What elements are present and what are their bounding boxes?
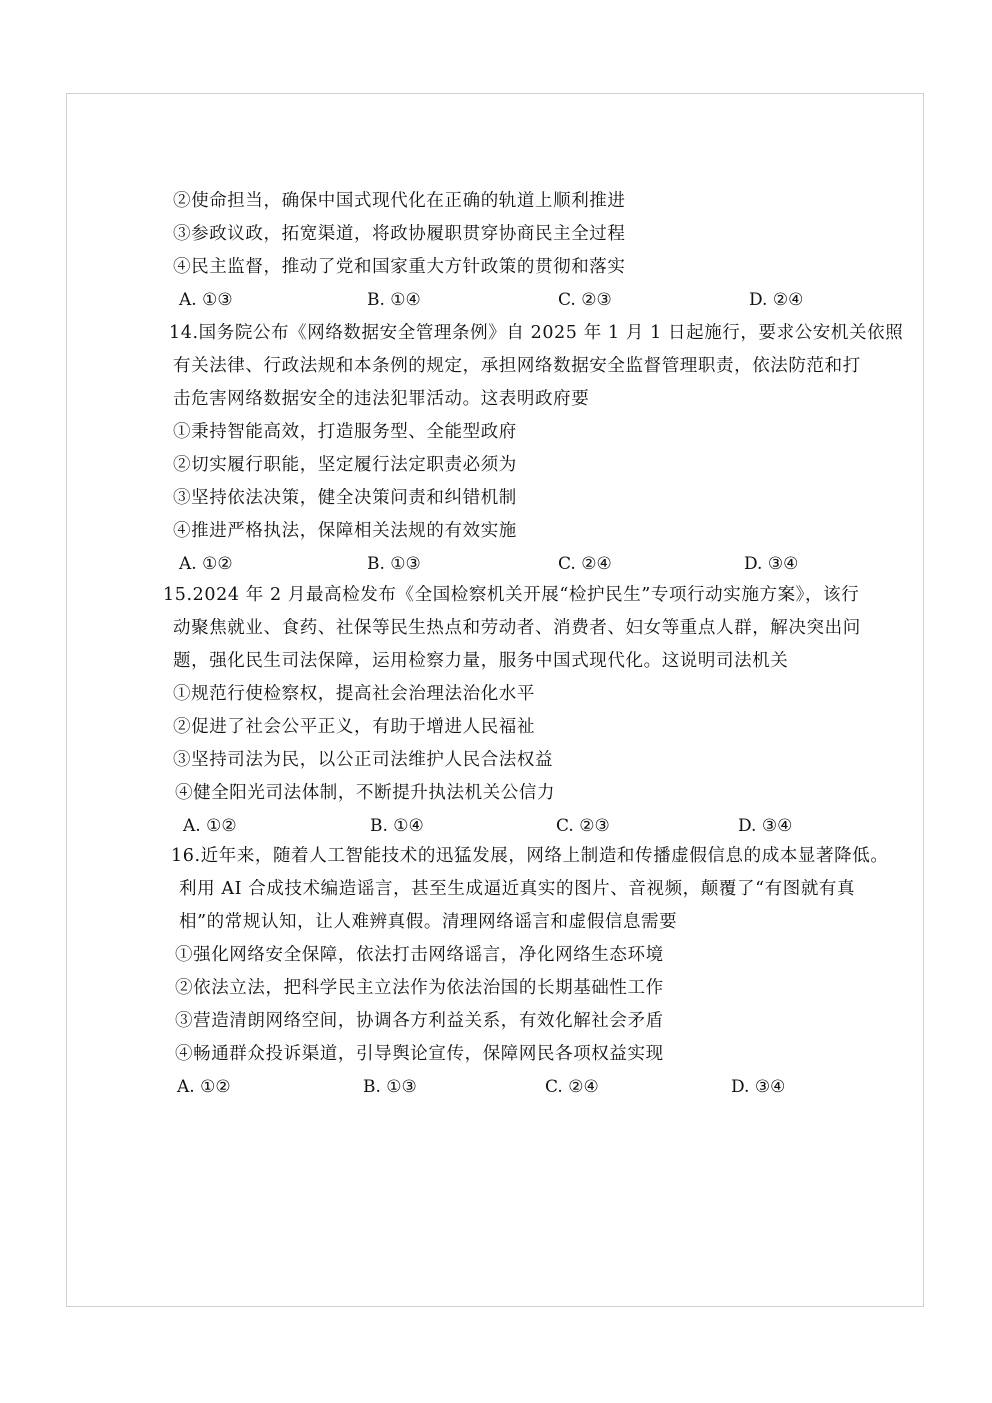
q15-stem-line-1: 15.2024 年 2 月最高检发布《全国检察机关开展“检护民生”专项行动实施方案》，该行 bbox=[163, 585, 860, 605]
q15-option-c: C. ②③ bbox=[556, 816, 610, 836]
exam-page bbox=[66, 93, 924, 1307]
q15-option-d: D. ③④ bbox=[738, 816, 793, 836]
q14-stem-line-3: 击危害网络数据安全的违法犯罪活动。这表明政府要 bbox=[173, 389, 590, 409]
q16-option-a: A. ①② bbox=[177, 1077, 231, 1097]
q14-statement-2: ②切实履行职能，坚定履行法定职责必须为 bbox=[173, 455, 517, 475]
q15-statement-3: ③坚持司法为民，以公正司法维护人民合法权益 bbox=[173, 750, 554, 770]
q16-statement-2: ②依法立法，把科学民主立法作为依法治国的长期基础性工作 bbox=[175, 978, 664, 998]
q13-option-d: D. ②④ bbox=[749, 290, 804, 310]
q15-option-a: A. ①② bbox=[183, 816, 237, 836]
q15-option-b: B. ①④ bbox=[370, 816, 424, 836]
q13-option-c: C. ②③ bbox=[558, 290, 612, 310]
q15-statement-2: ②促进了社会公平正义，有助于增进人民福祉 bbox=[173, 717, 535, 737]
q16-option-d: D. ③④ bbox=[731, 1077, 786, 1097]
q16-stem-line-3: 相”的常规认知，让人难辨真假。清理网络谣言和虚假信息需要 bbox=[179, 912, 678, 932]
q16-stem-line-1: 16.近年来，随着人工智能技术的迅猛发展，网络上制造和传播虚假信息的成本显著降低。 bbox=[171, 846, 889, 866]
q16-option-b: B. ①③ bbox=[363, 1077, 417, 1097]
q14-statement-1: ①秉持智能高效，打造服务型、全能型政府 bbox=[173, 422, 517, 442]
page-content bbox=[67, 94, 923, 1306]
q16-statement-3: ③营造清朗网络空间，协调各方利益关系，有效化解社会矛盾 bbox=[175, 1011, 664, 1031]
q16-statement-4: ④畅通群众投诉渠道，引导舆论宣传，保障网民各项权益实现 bbox=[175, 1044, 664, 1064]
q14-option-c: C. ②④ bbox=[558, 554, 612, 574]
q14-option-d: D. ③④ bbox=[744, 554, 799, 574]
q13-option-a: A. ①③ bbox=[179, 290, 233, 310]
q14-option-a: A. ①② bbox=[179, 554, 233, 574]
q13-statement-4: ④民主监督，推动了党和国家重大方针政策的贯彻和落实 bbox=[173, 257, 626, 277]
q15-statement-1: ①规范行使检察权，提高社会治理法治化水平 bbox=[173, 684, 535, 704]
q16-statement-1: ①强化网络安全保障，依法打击网络谣言，净化网络生态环境 bbox=[175, 945, 664, 965]
q14-statement-4: ④推进严格执法，保障相关法规的有效实施 bbox=[173, 521, 517, 541]
q14-stem-line-2: 有关法律、行政法规和本条例的规定，承担网络数据安全监督管理职责，依法防范和打 bbox=[173, 356, 861, 376]
q14-stem-line-1: 14.国务院公布《网络数据安全管理条例》自 2025 年 1 月 1 日起施行，要求公安机关依照 bbox=[169, 323, 904, 343]
q15-stem-line-2: 动聚焦就业、食药、社保等民生热点和劳动者、消费者、妇女等重点人群，解决突出问 bbox=[173, 618, 861, 638]
q13-option-b: B. ①④ bbox=[367, 290, 421, 310]
q15-statement-4: ④健全阳光司法体制，不断提升执法机关公信力 bbox=[175, 783, 556, 803]
q16-stem-line-2: 利用 AI 合成技术编造谣言，甚至生成逼近真实的图片、音视频，颠覆了“有图就有真 bbox=[179, 879, 856, 899]
q13-statement-2: ②使命担当，确保中国式现代化在正确的轨道上顺利推进 bbox=[173, 191, 626, 211]
q13-statement-3: ③参政议政，拓宽渠道，将政协履职贯穿协商民主全过程 bbox=[173, 224, 626, 244]
q16-option-c: C. ②④ bbox=[545, 1077, 599, 1097]
q15-stem-line-3: 题，强化民生司法保障，运用检察力量，服务中国式现代化。这说明司法机关 bbox=[173, 651, 789, 671]
q14-statement-3: ③坚持依法决策，健全决策问责和纠错机制 bbox=[173, 488, 517, 508]
q14-option-b: B. ①③ bbox=[367, 554, 421, 574]
